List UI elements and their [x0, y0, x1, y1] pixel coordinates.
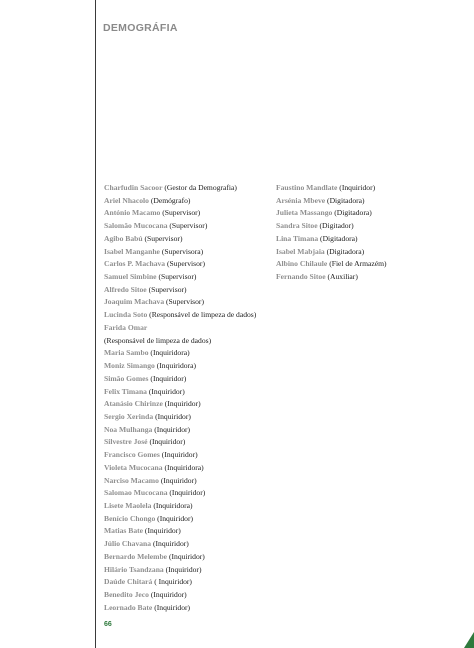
- staff-name: Charfudin Sacoor: [104, 183, 163, 192]
- staff-role: (Inquiridora): [156, 361, 196, 371]
- staff-role: (Auxiliar): [327, 272, 358, 282]
- staff-entry: [104, 373, 274, 386]
- staff-role: (Inquiridor): [149, 437, 186, 447]
- staff-role: (Demógrafo): [150, 195, 191, 205]
- staff-name: Isabel Mabjaia: [276, 246, 325, 256]
- staff-role: (Digitadora): [326, 246, 365, 256]
- staff-role: (Digitadora): [320, 233, 358, 243]
- staff-entry: [104, 602, 274, 615]
- staff-role: (Fiel de Armazém): [329, 259, 387, 269]
- staff-name: Albino Chilaule: [276, 259, 328, 269]
- staff-role: (Inquiridor): [168, 551, 205, 561]
- section-title: DEMOGRÁFIA: [103, 22, 178, 34]
- staff-role: ( Inquiridor): [154, 577, 192, 587]
- corner-accent-mark: [464, 632, 474, 648]
- staff-name: Arsénia Mbeve: [276, 195, 326, 205]
- staff-entry: [104, 436, 274, 449]
- staff-name: Matias Bate: [104, 526, 144, 536]
- staff-entry: [104, 309, 274, 322]
- staff-entry: [104, 500, 274, 513]
- staff-role: (Inquiridor): [148, 386, 185, 396]
- staff-name: Salomao Mucocana: [104, 488, 168, 498]
- staff-name: Samuel Simbine: [104, 272, 157, 282]
- staff-name: Sergio Xerinda: [104, 411, 154, 421]
- staff-name: Daúde Chitará: [104, 577, 153, 587]
- staff-entry: [104, 322, 274, 347]
- staff-name: Lucinda Soto: [104, 310, 148, 320]
- staff-entry: [104, 220, 274, 233]
- staff-role: (Responsável de limpeza de dados): [149, 310, 257, 320]
- staff-role: (Digitador): [319, 221, 354, 231]
- staff-name: Ariel Nhacolo: [104, 195, 149, 205]
- staff-role: (Inquiridor): [160, 475, 197, 485]
- staff-entry: [104, 296, 274, 309]
- staff-entry: [276, 182, 466, 195]
- staff-entry: [104, 386, 274, 399]
- staff-role: (Inquiridor): [165, 564, 202, 574]
- staff-entry: [104, 271, 274, 284]
- staff-role: (Inquiridor): [155, 411, 191, 421]
- staff-role: (Inquiridor): [154, 602, 191, 612]
- staff-role: (Supervisor): [144, 233, 183, 243]
- staff-role: (Inquiridor): [152, 539, 189, 549]
- staff-role: (Digitadora): [334, 208, 372, 218]
- staff-name: Simão Gomes: [104, 373, 149, 383]
- staff-entry: [276, 233, 466, 246]
- staff-role: (Gestor da Demografia): [164, 183, 237, 192]
- staff-role: (Inquiridora): [164, 462, 204, 472]
- staff-name: Benedito Jeco: [104, 590, 149, 599]
- staff-name: Lisete Maolela: [104, 500, 152, 510]
- staff-role: (Inquiridor): [161, 450, 198, 460]
- staff-entry: [104, 246, 274, 259]
- staff-name: Leornado Bate: [104, 602, 153, 612]
- staff-entry: [104, 424, 274, 437]
- page-number: 66: [104, 621, 112, 628]
- staff-role: (Supervisor): [167, 259, 205, 269]
- staff-name: Lina Timana: [276, 233, 319, 243]
- staff-name: Júlio Chavana: [104, 539, 152, 549]
- staff-entry: [104, 538, 274, 551]
- staff-role: (Inquiridor): [169, 488, 206, 498]
- staff-name: Atanásio Chirinze: [104, 399, 163, 409]
- staff-name: Julieta Massango: [276, 208, 333, 218]
- staff-role: (Supervisor): [162, 208, 201, 218]
- staff-role: (Digitadora): [327, 195, 365, 205]
- staff-entry: [104, 576, 274, 589]
- staff-name: Moniz Simango: [104, 361, 155, 371]
- staff-role: (Responsável de limpeza de dados): [104, 335, 212, 345]
- staff-entry: [276, 258, 466, 271]
- staff-role: (Inquiridor): [164, 399, 201, 409]
- staff-role: (Supervisora): [161, 246, 204, 256]
- staff-entry: [104, 258, 274, 271]
- staff-entry: [276, 207, 466, 220]
- staff-entry: [104, 564, 274, 577]
- staff-entry: [104, 284, 274, 297]
- staff-entry: [104, 513, 274, 526]
- staff-name: António Macamo: [104, 208, 161, 218]
- staff-entry: [104, 347, 274, 360]
- staff-name: Felix Timana: [104, 386, 147, 396]
- staff-entry: [104, 551, 274, 564]
- staff-role: (Inquiridor): [157, 513, 194, 523]
- staff-name: Narciso Macamo: [104, 475, 159, 485]
- staff-entry: [276, 195, 466, 208]
- staff-entry: [104, 525, 274, 538]
- staff-role: (Supervisor): [169, 221, 208, 231]
- staff-entry: [104, 195, 274, 208]
- staff-role: (Supervisor): [158, 272, 197, 282]
- staff-entry: [104, 411, 274, 424]
- staff-role: (Inquiridor): [339, 183, 376, 192]
- staff-name: Joaquim Machava: [104, 297, 165, 307]
- staff-list-left-column: [104, 182, 274, 614]
- staff-entry: [104, 475, 274, 488]
- staff-name: Alfredo Sitoe: [104, 284, 147, 294]
- staff-name: Faustino Mandlate: [276, 183, 338, 192]
- staff-name: Benício Chongo: [104, 513, 156, 523]
- staff-entry: [104, 398, 274, 411]
- staff-role: (Supervisor): [166, 297, 204, 307]
- staff-name: Silvestre José: [104, 437, 148, 447]
- staff-entry: [104, 360, 274, 373]
- staff-name: Farida Omar: [104, 322, 148, 332]
- staff-role: (Inquiridora): [150, 348, 190, 358]
- staff-name: Violeta Mucocana: [104, 462, 163, 472]
- staff-name: Fernando Sitoe: [276, 272, 326, 282]
- staff-entry: [104, 182, 274, 195]
- staff-list-right-column: [276, 182, 466, 284]
- staff-role: (Inquiridor): [150, 590, 187, 599]
- staff-name: Hilário Tsandzana: [104, 564, 164, 574]
- staff-entry: [104, 233, 274, 246]
- staff-role: (Inquiridor): [154, 424, 191, 434]
- staff-name: Salomão Mucocana: [104, 221, 168, 231]
- staff-role: (Inquiridor): [150, 373, 187, 383]
- staff-entry: [104, 449, 274, 462]
- staff-name: Maria Sambo: [104, 348, 149, 358]
- staff-name: Carlos P. Machava: [104, 259, 166, 269]
- staff-entry: [276, 220, 466, 233]
- staff-entry: [276, 246, 466, 259]
- staff-name: Noa Mulhanga: [104, 424, 153, 434]
- staff-entry: [104, 487, 274, 500]
- staff-name: Agibo Babú: [104, 233, 143, 243]
- staff-entry: [104, 207, 274, 220]
- staff-entry: [104, 589, 274, 602]
- staff-name: Bernardo Melembe: [104, 551, 168, 561]
- left-margin-rule: [95, 0, 96, 648]
- staff-name: Isabel Manganhe: [104, 246, 160, 256]
- staff-entry: [276, 271, 466, 284]
- staff-name: Francisco Gomes: [104, 450, 160, 460]
- staff-role: (Inquiridor): [144, 526, 181, 536]
- staff-name: Sandra Sitoe: [276, 221, 318, 231]
- staff-role: (Inquiridora): [153, 500, 193, 510]
- staff-role: (Supervisor): [148, 284, 187, 294]
- staff-entry: [104, 462, 274, 475]
